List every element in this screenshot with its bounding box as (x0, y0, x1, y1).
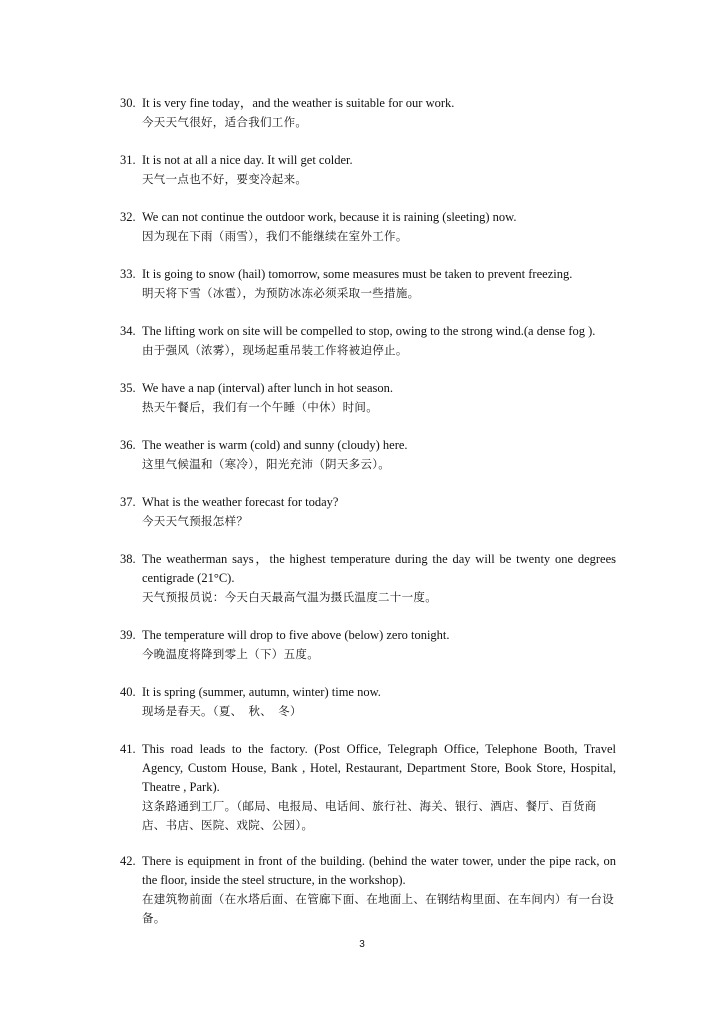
item-body (142, 740, 616, 835)
english-sentence: The weatherman says，the highest temperature during the day will be twenty one degrees centigrade (21°C). (142, 552, 616, 585)
english-sentence: The lifting work on site will be compelled to stop, owing to the strong wind.(a dense fog ). (142, 324, 596, 338)
english-sentence: This road leads to the factory. (Post Office, Telegraph Office, Telephone Booth, Travel Agency, Custom House, Bank , Hotel, Restaurant, Department Store, Book Store, Hospital, Theatre , Park). (142, 742, 616, 794)
english-sentence: It is not at all a nice day. It will get colder. (142, 153, 353, 167)
item-number: 30. (120, 96, 136, 110)
chinese-translation: 由于强风（浓雾），现场起重吊装工作将被迫停止。 (142, 343, 408, 357)
item-body (142, 379, 616, 417)
chinese-translation: 这里气候温和（寒冷），阳光充沛（阴天多云）。 (142, 457, 391, 471)
sentence-item (120, 379, 616, 417)
item-body (142, 322, 616, 360)
item-body (142, 683, 616, 721)
english-sentence: We have a nap (interval) after lunch in hot season. (142, 381, 393, 395)
english-sentence: We can not continue the outdoor work, because it is raining (sleeting) now. (142, 210, 517, 224)
item-body (142, 852, 616, 928)
chinese-translation: 现场是春天。（夏、 秋、 冬） (142, 704, 302, 718)
item-number: 35. (120, 381, 136, 395)
item-body (142, 94, 616, 132)
item-number: 37. (120, 495, 136, 509)
sentence-item (120, 493, 616, 531)
item-number: 38. (120, 552, 136, 566)
item-number: 32. (120, 210, 136, 224)
item-number: 40. (120, 685, 136, 699)
sentence-item (120, 151, 616, 189)
english-sentence: The weather is warm (cold) and sunny (cloudy) here. (142, 438, 408, 452)
sentence-item (120, 436, 616, 474)
item-number: 34. (120, 324, 136, 338)
english-sentence: It is spring (summer, autumn, winter) time now. (142, 685, 381, 699)
chinese-translation: 今天天气预报怎样？ (142, 514, 249, 528)
item-number: 36. (120, 438, 136, 452)
item-body (142, 151, 616, 189)
page-number: 3 (359, 939, 365, 950)
sentence-item (120, 322, 616, 360)
english-sentence: It is very fine today，and the weather is suitable for our work. (142, 96, 455, 110)
chinese-translation: 明天将下雪（冰雹），为预防冰冻必须采取一些措施。 (142, 286, 420, 300)
item-body (142, 208, 616, 246)
sentence-item (120, 550, 616, 607)
sentence-item (120, 265, 616, 303)
item-number: 31. (120, 153, 136, 167)
sentence-item (120, 852, 616, 928)
english-sentence: What is the weather forecast for today? (142, 495, 339, 509)
sentence-item (120, 740, 616, 835)
chinese-translation: 天气预报员说：今天白天最高气温为摄氏温度二十一度。 (142, 590, 437, 604)
item-body (142, 265, 616, 303)
sentence-item (120, 626, 616, 664)
sentence-item (120, 683, 616, 721)
chinese-translation: 这条路通到工厂。（邮局、电报局、电话间、旅行社、海关、银行、酒店、餐厅、百货商店、书店、医院、戏院、公园）。 (142, 799, 597, 832)
item-body (142, 493, 616, 531)
english-sentence: It is going to snow (hail) tomorrow, some measures must be taken to prevent freezing. (142, 267, 573, 281)
item-number: 33. (120, 267, 136, 281)
chinese-translation: 热天午餐后，我们有一个午睡（中休）时间。 (142, 400, 378, 414)
chinese-translation: 今晚温度将降到零上（下）五度。 (142, 647, 319, 661)
item-body (142, 436, 616, 474)
item-number: 39. (120, 628, 136, 642)
english-sentence: The temperature will drop to five above (below) zero tonight. (142, 628, 450, 642)
chinese-translation: 因为现在下雨（雨雪），我们不能继续在室外工作。 (142, 229, 408, 243)
item-number: 42. (120, 854, 136, 868)
chinese-translation: 在建筑物前面（在水塔后面、在管廊下面、在地面上、在钢结构里面、在车间内）有一台设备。 (142, 892, 614, 925)
chinese-translation: 天气一点也不好，要变冷起来。 (142, 172, 308, 186)
sentence-item (120, 208, 616, 246)
item-number: 41. (120, 742, 136, 756)
chinese-translation: 今天天气很好，适合我们工作。 (142, 115, 308, 129)
sentence-item (120, 94, 616, 132)
english-sentence: There is equipment in front of the building. (behind the water tower, under the pipe rack, on the floor, inside the steel structure, in the workshop). (142, 854, 616, 887)
item-body (142, 626, 616, 664)
item-body (142, 550, 616, 607)
